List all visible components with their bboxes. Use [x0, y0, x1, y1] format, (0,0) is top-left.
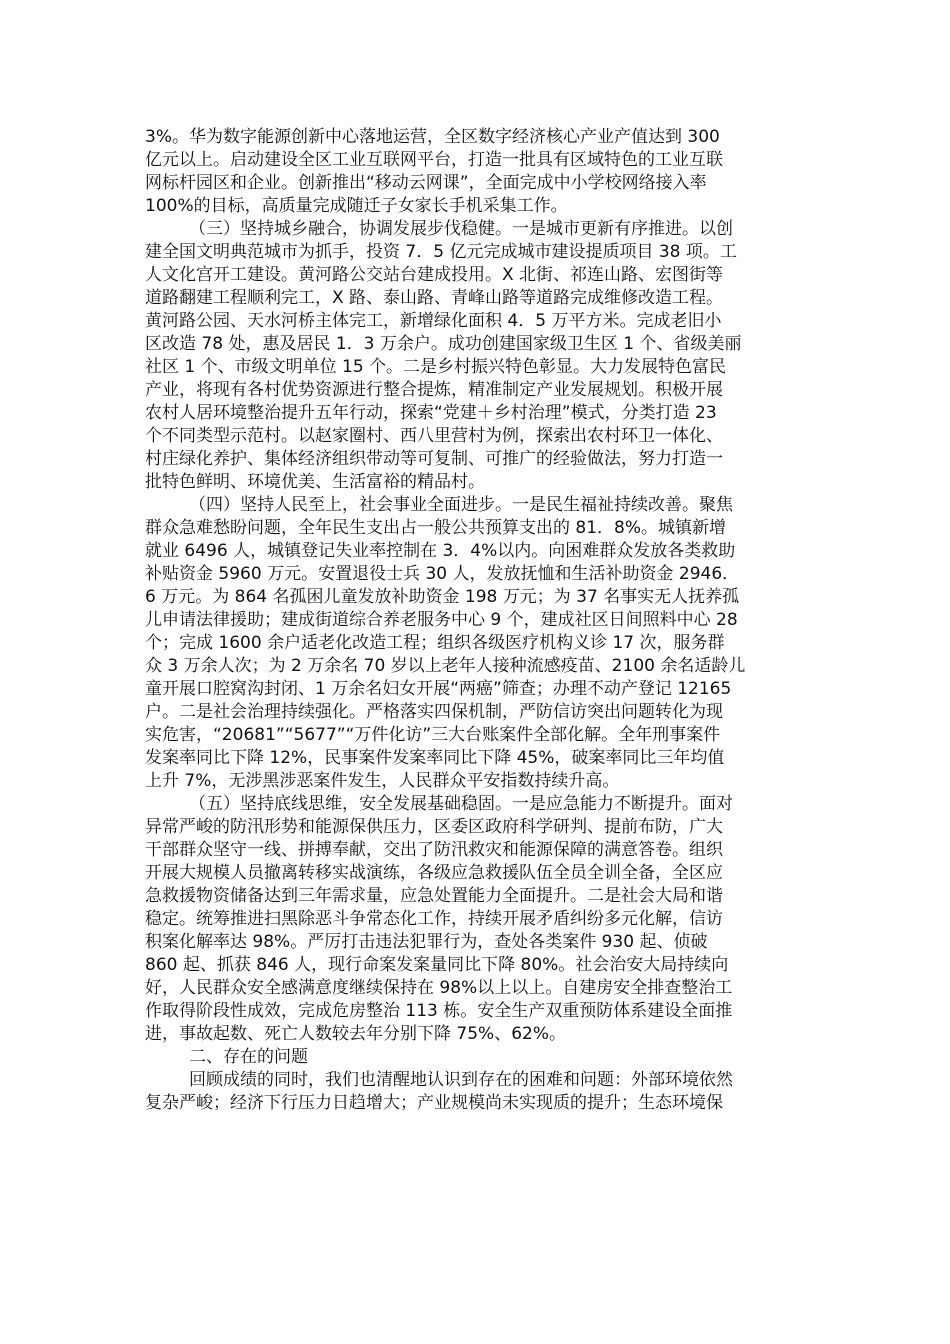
text-line: 进，事故起数、死亡人数较去年分别下降 75%、62%。: [145, 1024, 566, 1044]
text-line: 开展大规模人员撤离转移实战演练，各级应急救援队伍全员全训全备，全区应: [145, 863, 723, 883]
section-heading-problems: [145, 1046, 805, 1069]
text-line: 复杂严峻；经济下行压力日趋增大；产业规模尚未实现质的提升；生态环境保: [145, 1093, 723, 1113]
text-line: 社区 1 个、市级文明单位 15 个。二是乡村振兴特色彰显。大力发展特色富民: [145, 357, 727, 377]
paragraph-safety: [145, 793, 805, 1046]
text-line: 异常严峻的防汛形势和能源保供压力，区委区政府科学研判、提前布防，广大: [145, 817, 723, 837]
text-line: 就业 6496 人，城镇登记失业率控制在 3．4%以内。向困难群众发放各类救助: [145, 541, 736, 561]
text-line: 个；完成 1600 余户适老化改造工程；组织各级医疗机构义诊 17 次，服务群: [145, 633, 725, 653]
text-line: 积案化解率达 98%。严厉打击违法犯罪行为，查处各类案件 930 起、侦破: [145, 932, 708, 952]
text-line: 补贴资金 5960 万元。安置退役士兵 30 人，发放抚恤和生活补助资金 2946．: [145, 564, 740, 584]
text-line: 干部群众坚守一线、拼搏奉献，交出了防汛救灾和能源保障的满意答卷。组织: [145, 840, 723, 860]
text-line: 860 起、抓获 846 人，现行命案发案量同比下降 80%。社会治安大局持续向: [145, 955, 729, 975]
text-line: 3%。华为数字能源创新中心落地运营，全区数字经济核心产业产值达到 300: [145, 127, 720, 147]
text-line: 产业，将现有各村优势资源进行整合提炼，精准制定产业发展规划。积极开展: [145, 380, 723, 400]
section-heading: 二、存在的问题: [189, 1047, 308, 1067]
document-body: [145, 126, 805, 1115]
text-line: （五）坚持底线思维，安全发展基础稳固。一是应急能力不断提升。面对: [189, 794, 733, 814]
text-line: 好，人民群众安全感满意度继续保持在 98%以上以上。自建房安全排查整治工: [145, 978, 733, 998]
text-line: 户。二是社会治理持续强化。严格落实四保机制，严防信访突出问题转化为现: [145, 702, 723, 722]
text-line: 众 3 万余人次；为 2 万余名 70 岁以上老年人接种流感疫苗、2100 余名适龄儿: [145, 656, 746, 676]
text-line: 童开展口腔窝沟封闭、1 万余名妇女开展“两癌”筛查；办理不动产登记 12165: [145, 679, 732, 699]
text-line: 道路翻建工程顺利完工，X 路、泰山路、青峰山路等道路完成维修改造工程。: [145, 288, 724, 308]
text-line: 实危害，“20681”“5677”“万件化访”三大台账案件全部化解。全年刑事案件: [145, 725, 721, 745]
paragraph-problems: [145, 1069, 805, 1115]
text-line: 群众急难愁盼问题，全年民生支出占一般公共预算支出的 81．8%。城镇新增: [145, 518, 727, 538]
text-line: 建全国文明典范城市为抓手，投资 7．5 亿元完成城市建设提质项目 38 项。工: [145, 242, 737, 262]
text-line: （四）坚持人民至上，社会事业全面进步。一是民生福祉持续改善。聚焦: [189, 495, 733, 515]
text-line: 黄河路公园、天水河桥主体完工，新增绿化面积 4．5 万平方米。完成老旧小: [145, 311, 722, 331]
paragraph-urban-rural: [145, 218, 805, 494]
text-line: （三）坚持城乡融合，协调发展步伐稳健。一是城市更新有序推进。以创: [189, 219, 733, 239]
text-line: 100%的目标，高质量完成随迁子女家长手机采集工作。: [145, 196, 568, 216]
text-line: 人文化宫开工建设。黄河路公交站台建成投用。X 北街、祁连山路、宏图街等: [145, 265, 724, 285]
text-line: 作取得阶段性成效，完成危房整治 113 栋。安全生产双重预防体系建设全面推: [145, 1001, 733, 1021]
text-line: 区改造 78 处，惠及居民 1．3 万余户。成功创建国家级卫生区 1 个、省级美丽: [145, 334, 742, 354]
text-line: 个不同类型示范村。以赵家圈村、西八里营村为例，探索出农村环卫一体化、: [145, 426, 723, 446]
text-line: 6 万元。为 864 名孤困儿童发放补助资金 198 万元；为 37 名事实无人抚养孤: [145, 587, 740, 607]
text-line: 稳定。统筹推进扫黑除恶斗争常态化工作，持续开展矛盾纠纷多元化解，信访: [145, 909, 723, 929]
text-line: 儿申请法律援助；建成街道综合养老服务中心 9 个，建成社区日间照料中心 28: [145, 610, 738, 630]
text-line: 亿元以上。启动建设全区工业互联网平台，打造一批具有区域特色的工业互联: [145, 150, 723, 170]
text-line: 上升 7%，无涉黑涉恶案件发生，人民群众平安指数持续升高。: [145, 771, 620, 791]
paragraph-social-progress: [145, 494, 805, 793]
paragraph-digital-economy: [145, 126, 805, 218]
text-line: 农村人居环境整治提升五年行动，探索“党建＋乡村治理”模式，分类打造 23: [145, 403, 717, 423]
text-line: 批特色鲜明、环境优美、生活富裕的精品村。: [145, 472, 485, 492]
text-line: 急救援物资储备达到三年需求量，应急处置能力全面提升。二是社会大局和谐: [145, 886, 723, 906]
text-line: 回顾成绩的同时，我们也清醒地认识到存在的困难和问题：外部环境依然: [189, 1070, 733, 1090]
text-line: 发案率同比下降 12%，民事案件发案率同比下降 45%，破案率同比三年均值: [145, 748, 725, 768]
text-line: 网标杆园区和企业。创新推出“移动云网课”，全面完成中小学校网络接入率: [145, 173, 707, 193]
text-line: 村庄绿化养护、集体经济组织带动等可复制、可推广的经验做法，努力打造一: [145, 449, 723, 469]
